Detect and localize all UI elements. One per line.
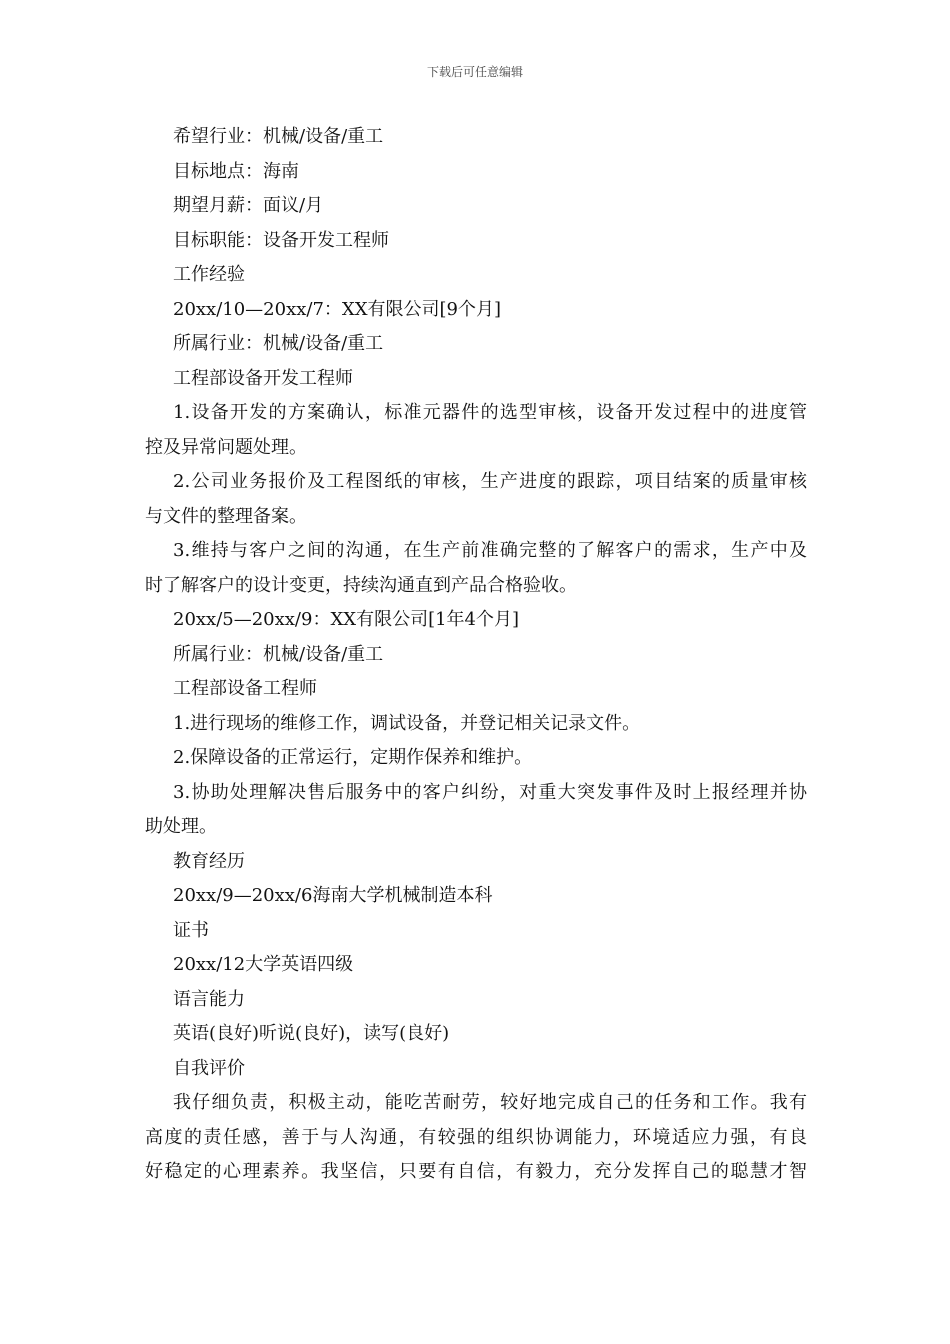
document-line: 20xx/10—20xx/7：XX有限公司[9个月] bbox=[173, 298, 502, 320]
document-line: 希望行业：机械/设备/重工 bbox=[173, 126, 384, 147]
document-line: 好稳定的心理素养。我坚信，只要有自信，有毅力，充分发挥自己的聪慧才智 bbox=[145, 1161, 807, 1182]
document-line: 2.保障设备的正常运行，定期作保养和维护。 bbox=[173, 747, 533, 768]
document-line: 20xx/5—20xx/9：XX有限公司[1年4个月] bbox=[173, 609, 520, 630]
document-line: 目标地点：海南 bbox=[173, 160, 299, 182]
document-line: 1.设备开发的方案确认，标准元器件的选型审核，设备开发过程中的进度管 bbox=[173, 402, 807, 423]
document-line: 教育经历 bbox=[173, 850, 245, 872]
document-line: 英语(良好)听说(良好)，读写(良好) bbox=[173, 1023, 450, 1044]
document-line: 证书 bbox=[173, 919, 209, 941]
page-header bbox=[0, 64, 950, 80]
document-line: 高度的责任感，善于与人沟通，有较强的组织协调能力，环境适应力强，有良 bbox=[145, 1126, 807, 1148]
document-line: 20xx/9—20xx/6海南大学机械制造本科 bbox=[173, 885, 493, 906]
document-body bbox=[145, 120, 807, 1190]
document-line: 1.进行现场的维修工作，调试设备，并登记相关记录文件。 bbox=[173, 712, 641, 734]
document-line: 助处理。 bbox=[145, 816, 217, 837]
document-line: 语言能力 bbox=[173, 988, 245, 1010]
document-line: 工程部设备开发工程师 bbox=[173, 367, 353, 389]
document-line: 我仔细负责，积极主动，能吃苦耐劳，较好地完成自己的任务和工作。我有 bbox=[173, 1092, 807, 1113]
document-line: 3.维持与客户之间的沟通，在生产前准确完整的了解客户的需求，生产中及 bbox=[173, 540, 807, 561]
document-line: 20xx/12大学英语四级 bbox=[173, 954, 354, 975]
header-text: 下载后可任意编辑 bbox=[426, 65, 523, 79]
document-line: 期望月薪：面议/月 bbox=[173, 195, 324, 216]
document-line: 2.公司业务报价及工程图纸的审核，生产进度的跟踪，项目结案的质量审核 bbox=[173, 471, 807, 492]
document-line: 工程部设备工程师 bbox=[173, 678, 317, 699]
document-line: 时了解客户的设计变更，持续沟通直到产品合格验收。 bbox=[145, 574, 577, 596]
document-line: 所属行业：机械/设备/重工 bbox=[173, 643, 384, 665]
document-line: 所属行业：机械/设备/重工 bbox=[173, 333, 384, 354]
document-line: 控及异常问题处理。 bbox=[145, 436, 307, 458]
document-line: 工作经验 bbox=[173, 264, 245, 285]
document-line: 自我评价 bbox=[173, 1057, 245, 1079]
document-line: 与文件的整理备案。 bbox=[145, 505, 307, 527]
document-line: 目标职能：设备开发工程师 bbox=[173, 229, 389, 251]
document-line: 3.协助处理解决售后服务中的客户纠纷，对重大突发事件及时上报经理并协 bbox=[173, 781, 807, 803]
